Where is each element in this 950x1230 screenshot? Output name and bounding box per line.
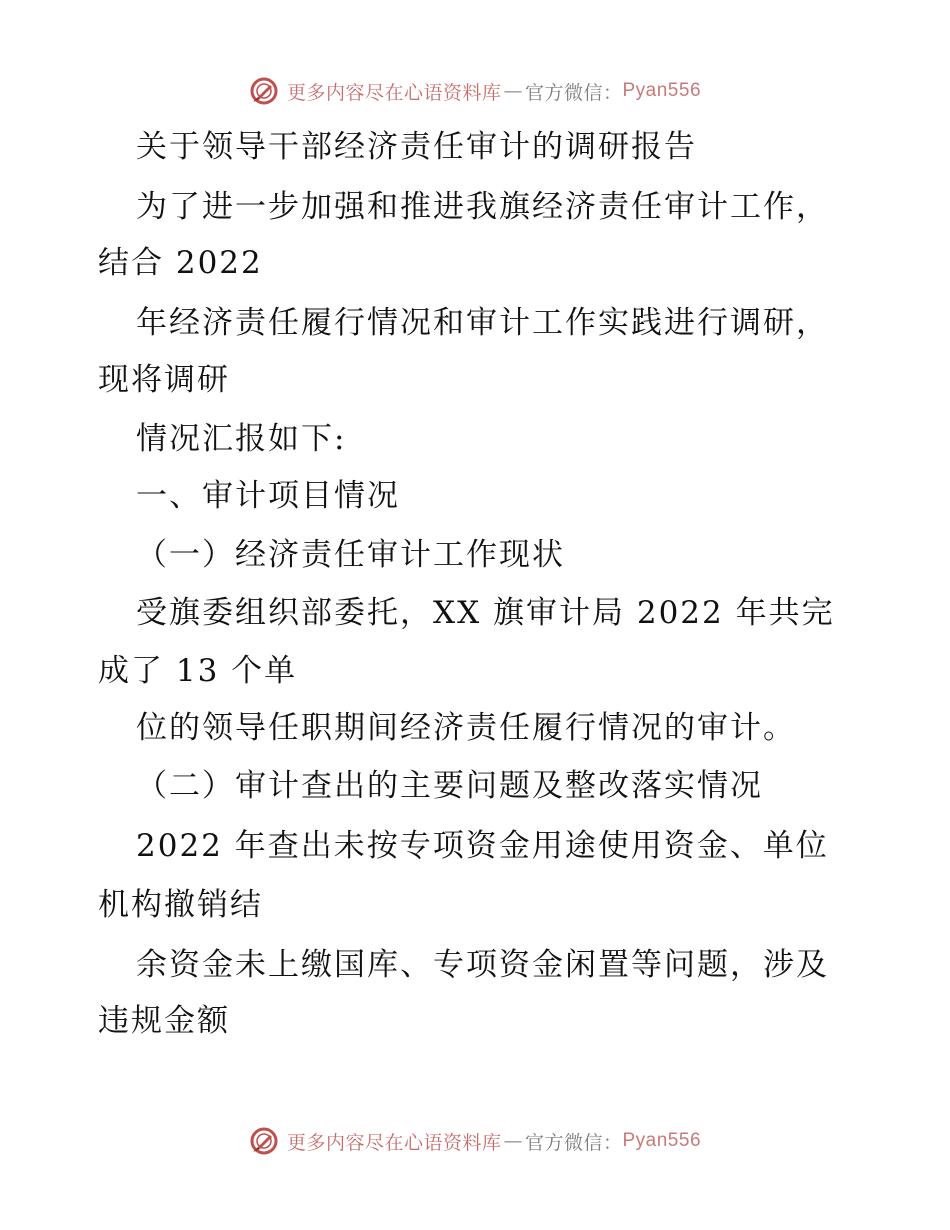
pen-nib-logo-icon	[249, 1126, 279, 1156]
paragraph-line: 位的领导任职期间经济责任履行情况的审计。	[136, 710, 796, 746]
document-title: 关于领导干部经济责任审计的调研报告	[136, 129, 697, 165]
footer-banner	[0, 1121, 950, 1161]
banner-official-text: 官方微信：	[524, 81, 623, 104]
paragraph-line: 违规金额	[98, 1003, 230, 1039]
paragraph-line: 机构撤销结	[98, 887, 263, 923]
banner-dash: —	[503, 80, 523, 102]
paragraph-line: 2022 年查出未按专项资金用途使用资金、单位	[136, 828, 829, 864]
banner-main-text: 更多内容尽在心语资料库	[286, 1131, 502, 1154]
paragraph-line: 现将调研	[98, 362, 230, 398]
paragraph-line: 为了进一步加强和推进我旗经济责任审计工作，	[136, 189, 829, 225]
banner-account: Pyan556	[622, 1130, 702, 1151]
paragraph-line: 成了 13 个单	[98, 653, 298, 689]
paragraph-line: 结合 2022	[98, 245, 263, 281]
subsection-heading: （一）经济责任审计工作现状	[136, 537, 565, 573]
section-heading: 一、审计项目情况	[136, 478, 400, 514]
paragraph-line: 余资金未上缴国库、专项资金闲置等问题，涉及	[136, 947, 829, 983]
paragraph-line: 受旗委组织部委托，XX 旗审计局 2022 年共完	[136, 595, 835, 631]
paragraph-line: 情况汇报如下:	[136, 421, 347, 457]
banner-dash: —	[503, 1130, 523, 1152]
banner-account: Pyan556	[622, 80, 702, 101]
banner-main-text: 更多内容尽在心语资料库	[286, 81, 502, 104]
paragraph-line: 年经济责任履行情况和审计工作实践进行调研，	[136, 305, 829, 341]
subsection-heading: （二）审计查出的主要问题及整改落实情况	[136, 768, 763, 804]
banner-official-text: 官方微信：	[524, 1131, 623, 1154]
